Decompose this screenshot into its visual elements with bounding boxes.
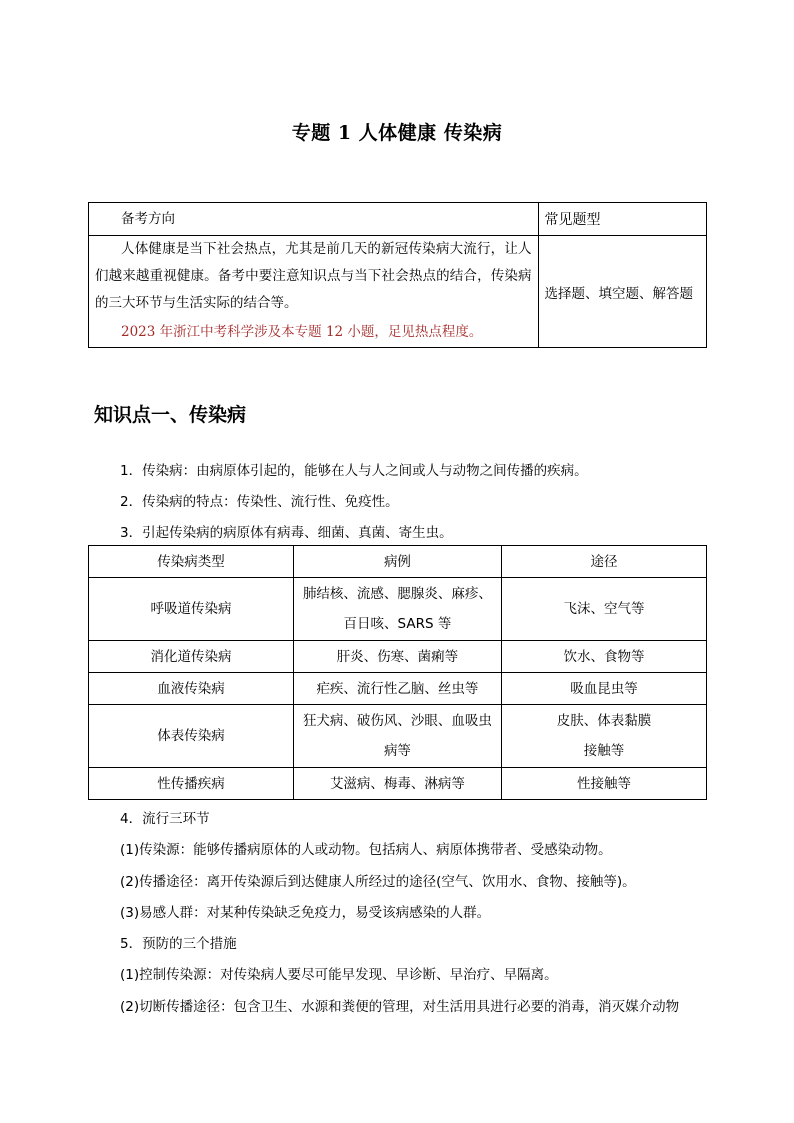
point-4-3: (3)易感人群：对某种传染缺乏免疫力，易受该病感染的人群。 — [120, 905, 491, 921]
cell-route: 饮水、食物等 — [501, 641, 706, 673]
cell-type: 性传播疾病 — [89, 768, 294, 800]
info-body-question-types: 选择题、填空题、解答题 — [538, 236, 706, 348]
cell-route: 飞沫、空气等 — [501, 578, 706, 641]
exam-info-table — [88, 202, 707, 348]
column-header-route: 途径 — [501, 546, 706, 578]
info-header-question-types: 常见题型 — [538, 203, 706, 236]
point-4-1: (1)传染源：能够传播病原体的人或动物。包括病人、病原体携带者、受感染动物。 — [120, 842, 612, 858]
table-row — [89, 705, 707, 768]
table-row — [89, 578, 707, 641]
column-header-examples: 病例 — [293, 546, 501, 578]
cell-examples: 肝炎、伤寒、菌痢等 — [293, 641, 501, 673]
cell-type: 血液传染病 — [89, 673, 294, 705]
cell-examples: 疟疾、流行性乙脑、丝虫等 — [293, 673, 501, 705]
cell-type: 呼吸道传染病 — [89, 578, 294, 641]
info-body-text: 人体健康是当下社会热点，尤其是前几天的新冠传染病大流行，让人们越来越重视健康。备考中要注意知识点与当下社会热点的结合，传染病的三大环节与生活实际的结合等。 — [95, 241, 532, 311]
disease-type-table — [88, 545, 707, 800]
info-header-direction: 备考方向 — [89, 203, 539, 236]
column-header-type: 传染病类型 — [89, 546, 294, 578]
cell-type: 消化道传染病 — [89, 641, 294, 673]
section-heading: 知识点一、传染病 — [94, 404, 247, 426]
table-row — [89, 768, 707, 800]
cell-route: 吸血昆虫等 — [501, 673, 706, 705]
cell-examples: 狂犬病、破伤风、沙眼、血吸虫 病等 — [293, 705, 501, 768]
table-row — [89, 673, 707, 705]
point-5-1: (1)控制传染源：对传染病人要尽可能早发现、早诊断、早治疗、早隔离。 — [120, 967, 558, 983]
point-2: 2．传染病的特点：传染性、流行性、免疫性。 — [120, 494, 399, 510]
info-body-note: 2023 年浙江中考科学涉及本专题 12 小题，足见热点程度。 — [121, 324, 483, 340]
cell-examples: 艾滋病、梅毒、淋病等 — [293, 768, 501, 800]
document-title: 专题 1 人体健康 传染病 — [291, 122, 503, 144]
point-4-heading: 4．流行三环节 — [120, 811, 210, 827]
cell-route: 皮肤、体表黏膜 接触等 — [501, 705, 706, 768]
table-header-row — [89, 546, 707, 578]
point-5-heading: 5．预防的三个措施 — [120, 936, 237, 952]
table-row — [89, 641, 707, 673]
info-body-direction — [89, 236, 539, 348]
cell-type: 体表传染病 — [89, 705, 294, 768]
cell-route: 性接触等 — [501, 768, 706, 800]
point-3: 3．引起传染病的病原体有病毒、细菌、真菌、寄生虫。 — [120, 525, 453, 541]
point-4-2: (2)传播途径：离开传染源后到达健康人所经过的途径(空气、饮用水、食物、接触等)。 — [120, 874, 636, 890]
point-1: 1．传染病：由病原体引起的，能够在人与人之间或人与动物之间传播的疾病。 — [120, 463, 588, 479]
point-5-2: (2)切断传播途径：包含卫生、水源和粪便的管理，对生活用具进行必要的消毒，消灭媒介动物 — [120, 999, 680, 1015]
cell-examples: 肺结核、流感、腮腺炎、麻疹、 百日咳、SARS 等 — [293, 578, 501, 641]
